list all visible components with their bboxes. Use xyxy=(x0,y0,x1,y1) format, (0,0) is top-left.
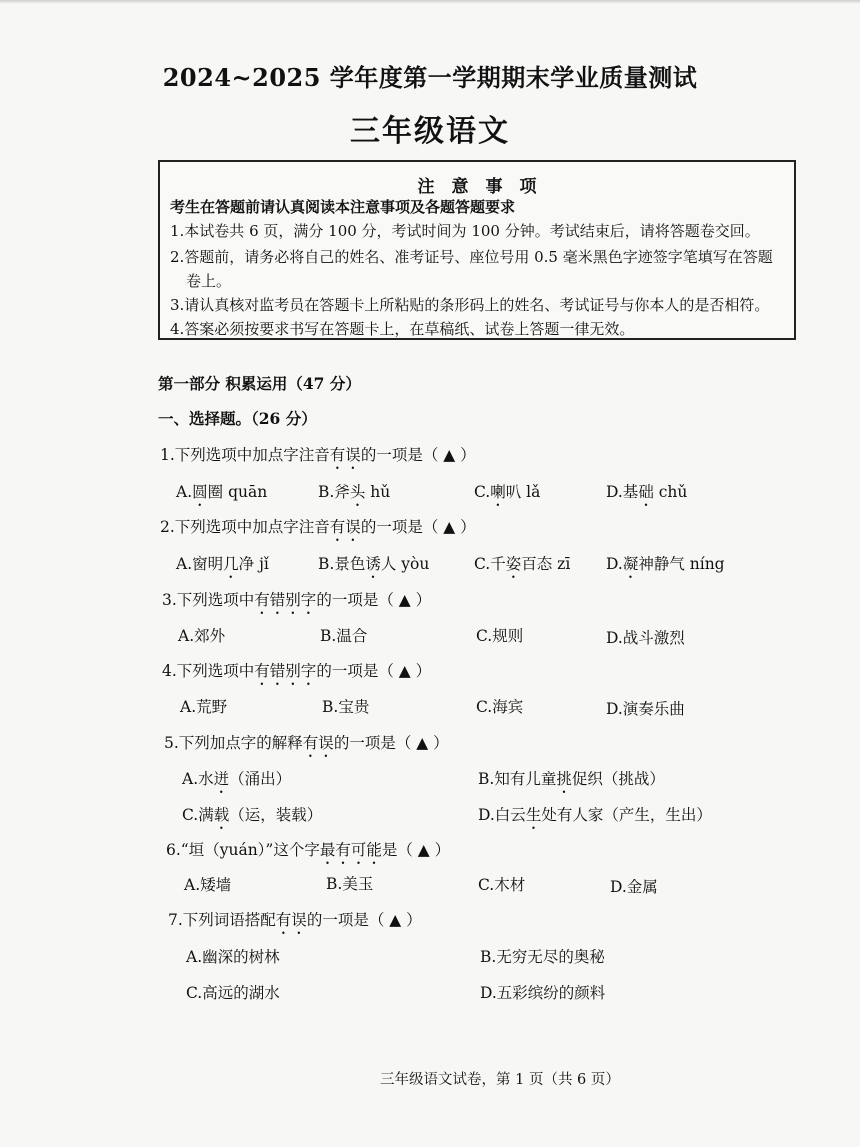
option-d: D.白云生处有人家（产生，生出） xyxy=(478,806,712,824)
notice-box xyxy=(158,160,796,340)
option-d: D.演奏乐曲 xyxy=(606,700,685,718)
exam-title: 2024~2025 学年度第一学期期末学业质量测试 xyxy=(162,63,698,92)
part-heading: 第一部分 积累运用（47 分） xyxy=(158,374,361,393)
notice-intro: 考生在答题前请认真阅读本注意事项及各题答题要求 xyxy=(170,198,516,216)
option-c: C.千姿百态 zī xyxy=(474,555,571,573)
notice-item: 卷上。 xyxy=(186,272,232,290)
option-a: A.郊外 xyxy=(178,627,226,645)
notice-heading: 注 意 事 项 xyxy=(417,177,537,197)
question-stem: 7.下列词语搭配有误的一项是（ ▲ ） xyxy=(168,911,422,929)
option-b: B.宝贵 xyxy=(322,698,370,716)
notice-item: 3.请认真核对监考员在答题卡上所粘贴的条形码上的姓名、考试证号与你本人的是否相符。 xyxy=(170,296,770,314)
notice-item: 4.答案必须按要求书写在答题卡上，在草稿纸、试卷上答题一律无效。 xyxy=(170,320,635,338)
question-stem: 3.下列选项中有错别字的一项是（ ▲ ） xyxy=(162,591,432,609)
option-c: C.木材 xyxy=(478,876,526,894)
notice-item: 1.本试卷共 6 页，满分 100 分，考试时间为 100 分钟。考试结束后，请将答题卷交回。 xyxy=(170,222,760,240)
option-a: A.窗明几净 jǐ xyxy=(176,555,269,573)
option-c: C.喇叭 lǎ xyxy=(474,483,541,501)
option-a: A.圆圈 quān xyxy=(176,483,268,501)
exam-subtitle: 三年级语文 xyxy=(350,114,510,149)
question-stem: 1.下列选项中加点字注音有误的一项是（ ▲ ） xyxy=(160,446,476,464)
section-heading: 一、选择题。（26 分） xyxy=(158,409,317,428)
option-c: C.高远的湖水 xyxy=(186,984,280,1002)
option-a: A.水迸（涌出） xyxy=(182,770,292,788)
option-a: A.荒野 xyxy=(180,698,228,716)
option-b: B.无穷无尽的奥秘 xyxy=(480,948,605,966)
option-b: B.温合 xyxy=(320,627,368,645)
option-d: D.战斗激烈 xyxy=(606,629,685,647)
scan-edge-shadow xyxy=(0,0,860,4)
question-stem: 4.下列选项中有错别字的一项是（ ▲ ） xyxy=(162,662,432,680)
option-a: A.幽深的树林 xyxy=(186,948,280,966)
option-b: B.景色诱人 yòu xyxy=(318,555,430,573)
option-c: C.海宾 xyxy=(476,698,524,716)
notice-item: 2.答题前，请务必将自己的姓名、准考证号、座位号用 0.5 毫米黑色字迹签字笔填写在答题 xyxy=(170,248,773,266)
option-b: B.美玉 xyxy=(326,875,374,893)
option-c: C.满载（运，装载） xyxy=(182,806,323,824)
option-d: D.基础 chǔ xyxy=(606,483,688,501)
option-d: D.凝神静气 níng xyxy=(606,555,725,573)
option-b: B.斧头 hǔ xyxy=(318,483,391,501)
option-a: A.矮墙 xyxy=(184,876,232,894)
option-b: B.知有儿童挑促织（挑战） xyxy=(478,770,665,788)
option-c: C.规则 xyxy=(476,627,524,645)
question-stem: 2.下列选项中加点字注音有误的一项是（ ▲ ） xyxy=(160,518,476,536)
page-footer: 三年级语文试卷，第 1 页（共 6 页） xyxy=(380,1072,620,1088)
question-stem: 5.下列加点字的解释有误的一项是（ ▲ ） xyxy=(164,734,449,752)
option-d: D.金属 xyxy=(610,878,658,896)
question-stem: 6.“垣（yuán）”这个字最有可能是（ ▲ ） xyxy=(166,841,451,859)
option-d: D.五彩缤纷的颜料 xyxy=(480,984,606,1002)
